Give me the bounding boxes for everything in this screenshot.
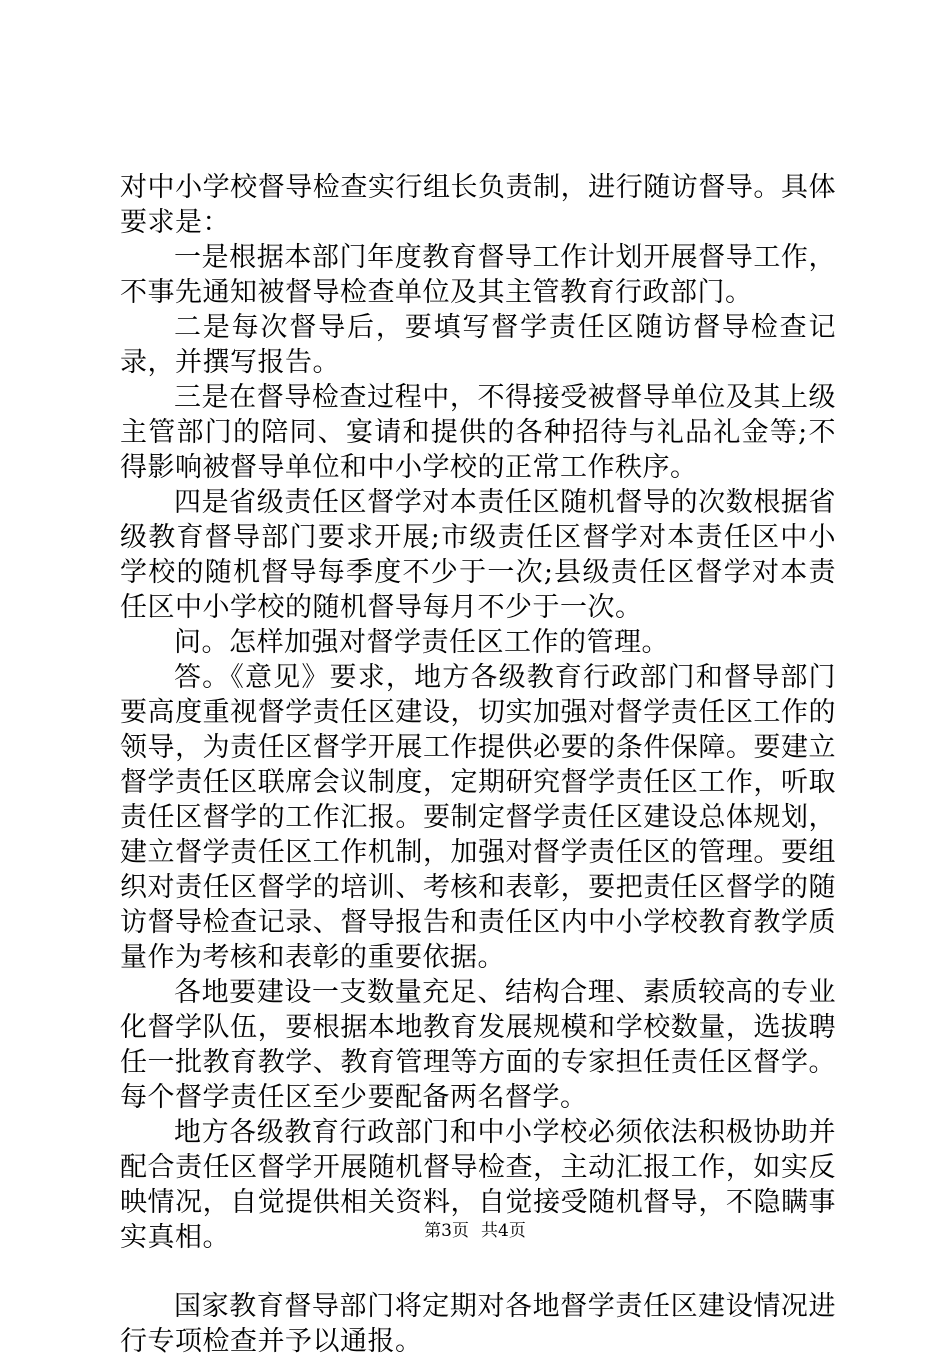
document-body — [120, 170, 836, 1359]
paragraph-inspection: 国家教育督导部门将定期对各地督学责任区建设情况进行专项检查并予以通报。 — [120, 1291, 836, 1357]
paragraph-item-2: 二是每次督导后，要填写督学责任区随访督导检查记录，并撰写报告。 — [120, 312, 836, 378]
paragraph-item-1: 一是根据本部门年度教育督导工作计划开展督导工作，不事先通知被督导检查单位及其主管教育行政部门。 — [120, 242, 836, 308]
paragraph-intro: 对中小学校督导检查实行组长负责制，进行随访督导。具体要求是： — [120, 172, 836, 238]
paragraph-item-3: 三是在督导检查过程中，不得接受被督导单位及其上级主管部门的陪同、宴请和提供的各种招待与礼品礼金等;不得影响被督导单位和中小学校的正常工作秩序。 — [120, 382, 836, 483]
page-total: 共4页 — [481, 1221, 526, 1241]
paragraph-answer: 答。《意见》要求，地方各级教育行政部门和督导部门要高度重视督学责任区建设，切实加强对督学责任区工作的领导，为责任区督学开展工作提供必要的条件保障。要建立督学责任区联席会议制度，定期研究督学责任区工作，听取责任区督学的工作汇报。要制定督学责任区建设总体规划，建立督学责任区工作机制，加强对督学责任区的管理。要组织对责任区督学的培训、考核和表彰，要把责任区督学的随访督导检查记录、督导报告和责任区内中小学校教育教学质量作为考核和表彰的重要依据。 — [120, 662, 836, 973]
page-number: 第3页 — [424, 1221, 469, 1241]
paragraph-question: 问。怎样加强对督学责任区工作的管理。 — [174, 627, 669, 658]
paragraph-staffing: 各地要建设一支数量充足、结构合理、素质较高的专业化督学队伍，要根据本地教育发展规模和学校数量，选拔聘任一批教育教学、教育管理等方面的专家担任责任区督学。每个督学责任区至少要配备两名督学。 — [120, 977, 836, 1113]
page-footer — [0, 1216, 950, 1241]
paragraph-item-4: 四是省级责任区督学对本责任区随机督导的次数根据省级教育督导部门要求开展;市级责任区督学对本责任区中小学校的随机督导每季度不少于一次;县级责任区督学对本责任区中小学校的随机督导每月不少于一次。 — [120, 487, 836, 623]
paragraph-cooperation: 地方各级教育行政部门和中小学校必须依法积极协助并配合责任区督学开展随机督导检查，主动汇报工作，如实反映情况，自觉提供相关资料，自觉接受随机督导，不隐瞒事实真相。 — [120, 1117, 836, 1253]
